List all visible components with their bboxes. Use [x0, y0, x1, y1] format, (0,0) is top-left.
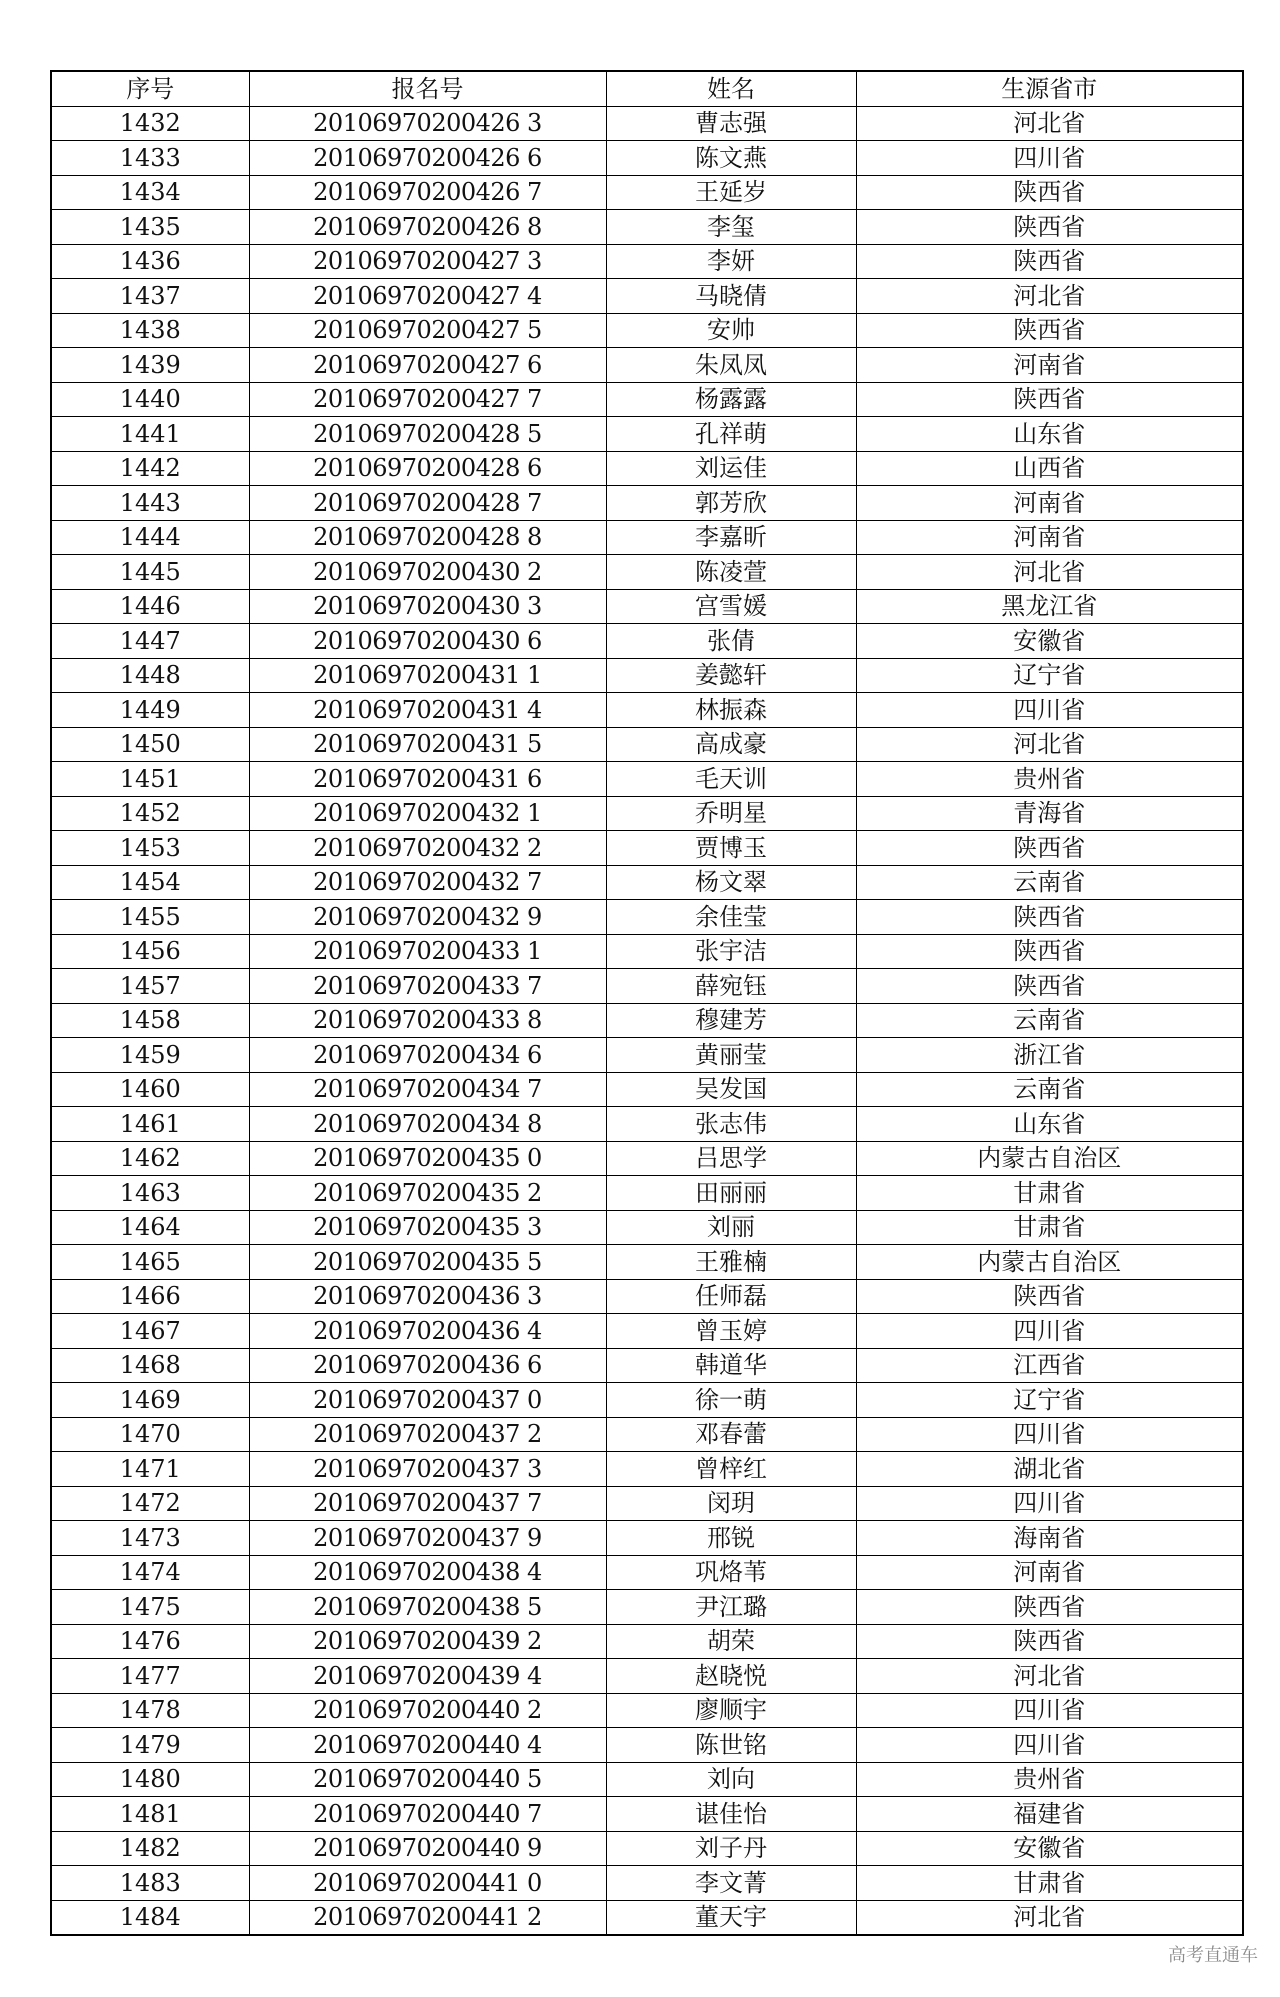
- table-row: [51, 796, 1243, 831]
- cell-serial-number: 1444: [51, 520, 249, 555]
- cell-registration-number: 20106970200427 6: [249, 348, 606, 383]
- cell-origin-province: 青海省: [856, 796, 1243, 831]
- cell-serial-number: 1460: [51, 1072, 249, 1107]
- cell-registration-number: 20106970200430 2: [249, 555, 606, 590]
- cell-origin-province: 河南省: [856, 520, 1243, 555]
- table-row: [51, 1866, 1243, 1901]
- cell-serial-number: 1478: [51, 1693, 249, 1728]
- table-row: [51, 1417, 1243, 1452]
- cell-registration-number: 20106970200427 3: [249, 244, 606, 279]
- table-row: [51, 417, 1243, 452]
- cell-origin-province: 湖北省: [856, 1452, 1243, 1487]
- cell-serial-number: 1438: [51, 313, 249, 348]
- cell-serial-number: 1441: [51, 417, 249, 452]
- table-body: [51, 106, 1243, 1935]
- cell-name: 贾博玉: [606, 831, 856, 866]
- cell-registration-number: 20106970200433 7: [249, 969, 606, 1004]
- cell-registration-number: 20106970200430 6: [249, 624, 606, 659]
- table-row: [51, 1176, 1243, 1211]
- table-row: [51, 1107, 1243, 1142]
- cell-origin-province: 河南省: [856, 348, 1243, 383]
- cell-registration-number: 20106970200441 0: [249, 1866, 606, 1901]
- cell-origin-province: 河北省: [856, 1900, 1243, 1935]
- cell-serial-number: 1471: [51, 1452, 249, 1487]
- cell-name: 乔明星: [606, 796, 856, 831]
- cell-name: 李妍: [606, 244, 856, 279]
- cell-name: 任师磊: [606, 1279, 856, 1314]
- cell-name: 廖顺宇: [606, 1693, 856, 1728]
- cell-serial-number: 1466: [51, 1279, 249, 1314]
- cell-origin-province: 河北省: [856, 727, 1243, 762]
- header-serial-number: 序号: [51, 71, 249, 106]
- cell-serial-number: 1475: [51, 1590, 249, 1625]
- cell-origin-province: 辽宁省: [856, 658, 1243, 693]
- cell-serial-number: 1448: [51, 658, 249, 693]
- cell-serial-number: 1437: [51, 279, 249, 314]
- cell-registration-number: 20106970200432 7: [249, 865, 606, 900]
- table-row: [51, 658, 1243, 693]
- table-row: [51, 1279, 1243, 1314]
- cell-name: 尹江璐: [606, 1590, 856, 1625]
- cell-origin-province: 陕西省: [856, 1624, 1243, 1659]
- cell-origin-province: 黑龙江省: [856, 589, 1243, 624]
- cell-origin-province: 四川省: [856, 1693, 1243, 1728]
- cell-origin-province: 安徽省: [856, 1831, 1243, 1866]
- cell-origin-province: 山东省: [856, 417, 1243, 452]
- cell-registration-number: 20106970200433 8: [249, 1003, 606, 1038]
- table-row: [51, 1141, 1243, 1176]
- table-row: [51, 1728, 1243, 1763]
- cell-serial-number: 1436: [51, 244, 249, 279]
- cell-registration-number: 20106970200437 9: [249, 1521, 606, 1556]
- cell-registration-number: 20106970200433 1: [249, 934, 606, 969]
- cell-origin-province: 四川省: [856, 1417, 1243, 1452]
- cell-origin-province: 四川省: [856, 141, 1243, 176]
- cell-registration-number: 20106970200437 7: [249, 1486, 606, 1521]
- table-row: [51, 831, 1243, 866]
- cell-name: 刘丽: [606, 1210, 856, 1245]
- cell-registration-number: 20106970200431 4: [249, 693, 606, 728]
- cell-registration-number: 20106970200428 5: [249, 417, 606, 452]
- cell-registration-number: 20106970200435 5: [249, 1245, 606, 1280]
- cell-origin-province: 甘肃省: [856, 1176, 1243, 1211]
- table-row: [51, 210, 1243, 245]
- cell-serial-number: 1480: [51, 1762, 249, 1797]
- cell-registration-number: 20106970200435 0: [249, 1141, 606, 1176]
- cell-registration-number: 20106970200436 4: [249, 1314, 606, 1349]
- table-row: [51, 1590, 1243, 1625]
- cell-registration-number: 20106970200440 7: [249, 1797, 606, 1832]
- cell-registration-number: 20106970200427 7: [249, 382, 606, 417]
- header-origin-province: 生源省市: [856, 71, 1243, 106]
- cell-serial-number: 1484: [51, 1900, 249, 1935]
- cell-name: 林振森: [606, 693, 856, 728]
- cell-origin-province: 陕西省: [856, 934, 1243, 969]
- cell-name: 闵玥: [606, 1486, 856, 1521]
- cell-serial-number: 1462: [51, 1141, 249, 1176]
- cell-registration-number: 20106970200427 4: [249, 279, 606, 314]
- cell-name: 张志伟: [606, 1107, 856, 1142]
- cell-serial-number: 1470: [51, 1417, 249, 1452]
- table-row: [51, 1900, 1243, 1935]
- table-row: [51, 106, 1243, 141]
- cell-serial-number: 1433: [51, 141, 249, 176]
- table-row: [51, 1659, 1243, 1694]
- cell-registration-number: 20106970200431 1: [249, 658, 606, 693]
- table-row: [51, 1210, 1243, 1245]
- table-row: [51, 1383, 1243, 1418]
- cell-serial-number: 1473: [51, 1521, 249, 1556]
- cell-origin-province: 陕西省: [856, 244, 1243, 279]
- cell-origin-province: 陕西省: [856, 831, 1243, 866]
- cell-name: 高成豪: [606, 727, 856, 762]
- cell-registration-number: 20106970200427 5: [249, 313, 606, 348]
- cell-serial-number: 1447: [51, 624, 249, 659]
- table-row: [51, 313, 1243, 348]
- table-row: [51, 382, 1243, 417]
- cell-registration-number: 20106970200437 0: [249, 1383, 606, 1418]
- cell-name: 薛宛钰: [606, 969, 856, 1004]
- cell-name: 陈凌萱: [606, 555, 856, 590]
- cell-serial-number: 1476: [51, 1624, 249, 1659]
- cell-origin-province: 贵州省: [856, 762, 1243, 797]
- cell-serial-number: 1446: [51, 589, 249, 624]
- cell-serial-number: 1445: [51, 555, 249, 590]
- cell-name: 朱凤凤: [606, 348, 856, 383]
- cell-origin-province: 江西省: [856, 1348, 1243, 1383]
- table-row: [51, 175, 1243, 210]
- cell-serial-number: 1481: [51, 1797, 249, 1832]
- cell-serial-number: 1467: [51, 1314, 249, 1349]
- cell-registration-number: 20106970200426 3: [249, 106, 606, 141]
- cell-registration-number: 20106970200434 7: [249, 1072, 606, 1107]
- table-row: [51, 1521, 1243, 1556]
- cell-serial-number: 1474: [51, 1555, 249, 1590]
- cell-registration-number: 20106970200428 6: [249, 451, 606, 486]
- cell-origin-province: 河北省: [856, 555, 1243, 590]
- cell-name: 余佳莹: [606, 900, 856, 935]
- cell-name: 吕思学: [606, 1141, 856, 1176]
- cell-origin-province: 河北省: [856, 279, 1243, 314]
- cell-registration-number: 20106970200434 8: [249, 1107, 606, 1142]
- table-row: [51, 1693, 1243, 1728]
- cell-origin-province: 河北省: [856, 106, 1243, 141]
- cell-origin-province: 四川省: [856, 1486, 1243, 1521]
- cell-name: 杨文翠: [606, 865, 856, 900]
- cell-name: 赵晓悦: [606, 1659, 856, 1694]
- cell-registration-number: 20106970200438 4: [249, 1555, 606, 1590]
- header-row: [51, 71, 1243, 106]
- cell-origin-province: 海南省: [856, 1521, 1243, 1556]
- cell-registration-number: 20106970200438 5: [249, 1590, 606, 1625]
- cell-serial-number: 1457: [51, 969, 249, 1004]
- cell-name: 刘向: [606, 1762, 856, 1797]
- cell-origin-province: 云南省: [856, 1072, 1243, 1107]
- cell-origin-province: 四川省: [856, 693, 1243, 728]
- cell-name: 胡荣: [606, 1624, 856, 1659]
- cell-origin-province: 陕西省: [856, 900, 1243, 935]
- cell-serial-number: 1443: [51, 486, 249, 521]
- cell-serial-number: 1439: [51, 348, 249, 383]
- cell-registration-number: 20106970200439 4: [249, 1659, 606, 1694]
- cell-serial-number: 1442: [51, 451, 249, 486]
- cell-registration-number: 20106970200441 2: [249, 1900, 606, 1935]
- table-row: [51, 1452, 1243, 1487]
- cell-name: 安帅: [606, 313, 856, 348]
- cell-origin-province: 陕西省: [856, 969, 1243, 1004]
- table-row: [51, 279, 1243, 314]
- cell-serial-number: 1482: [51, 1831, 249, 1866]
- cell-serial-number: 1479: [51, 1728, 249, 1763]
- cell-registration-number: 20106970200439 2: [249, 1624, 606, 1659]
- watermark-logo-text: 高考直通车: [1168, 1945, 1258, 1966]
- cell-registration-number: 20106970200435 2: [249, 1176, 606, 1211]
- cell-serial-number: 1456: [51, 934, 249, 969]
- cell-serial-number: 1459: [51, 1038, 249, 1073]
- cell-origin-province: 贵州省: [856, 1762, 1243, 1797]
- cell-name: 郭芳欣: [606, 486, 856, 521]
- cell-origin-province: 云南省: [856, 1003, 1243, 1038]
- cell-name: 曾梓红: [606, 1452, 856, 1487]
- cell-origin-province: 河南省: [856, 486, 1243, 521]
- cell-name: 李玺: [606, 210, 856, 245]
- header-registration-number: 报名号: [249, 71, 606, 106]
- cell-serial-number: 1453: [51, 831, 249, 866]
- cell-registration-number: 20106970200434 6: [249, 1038, 606, 1073]
- cell-registration-number: 20106970200426 7: [249, 175, 606, 210]
- cell-registration-number: 20106970200430 3: [249, 589, 606, 624]
- cell-name: 王雅楠: [606, 1245, 856, 1280]
- table-row: [51, 486, 1243, 521]
- cell-origin-province: 甘肃省: [856, 1866, 1243, 1901]
- cell-name: 杨露露: [606, 382, 856, 417]
- cell-name: 刘子丹: [606, 1831, 856, 1866]
- table-row: [51, 1072, 1243, 1107]
- cell-serial-number: 1472: [51, 1486, 249, 1521]
- table-row: [51, 141, 1243, 176]
- table-row: [51, 1038, 1243, 1073]
- cell-origin-province: 浙江省: [856, 1038, 1243, 1073]
- cell-registration-number: 20106970200437 3: [249, 1452, 606, 1487]
- cell-origin-province: 云南省: [856, 865, 1243, 900]
- cell-origin-province: 陕西省: [856, 382, 1243, 417]
- table-row: [51, 865, 1243, 900]
- table-row: [51, 520, 1243, 555]
- cell-name: 董天宇: [606, 1900, 856, 1935]
- admission-list-table: [50, 70, 1244, 1936]
- cell-serial-number: 1477: [51, 1659, 249, 1694]
- cell-name: 姜懿轩: [606, 658, 856, 693]
- table-row: [51, 451, 1243, 486]
- table-row: [51, 1348, 1243, 1383]
- cell-serial-number: 1483: [51, 1866, 249, 1901]
- cell-name: 吴发国: [606, 1072, 856, 1107]
- cell-name: 穆建芳: [606, 1003, 856, 1038]
- cell-registration-number: 20106970200440 2: [249, 1693, 606, 1728]
- cell-origin-province: 山西省: [856, 451, 1243, 486]
- cell-registration-number: 20106970200436 3: [249, 1279, 606, 1314]
- cell-registration-number: 20106970200440 9: [249, 1831, 606, 1866]
- table-row: [51, 969, 1243, 1004]
- cell-registration-number: 20106970200431 6: [249, 762, 606, 797]
- cell-registration-number: 20106970200426 8: [249, 210, 606, 245]
- cell-registration-number: 20106970200435 3: [249, 1210, 606, 1245]
- cell-serial-number: 1440: [51, 382, 249, 417]
- cell-name: 陈世铭: [606, 1728, 856, 1763]
- cell-origin-province: 安徽省: [856, 624, 1243, 659]
- table-row: [51, 900, 1243, 935]
- cell-registration-number: 20106970200432 9: [249, 900, 606, 935]
- cell-origin-province: 陕西省: [856, 210, 1243, 245]
- cell-registration-number: 20106970200428 7: [249, 486, 606, 521]
- table-row: [51, 348, 1243, 383]
- cell-origin-province: 河北省: [856, 1659, 1243, 1694]
- table-row: [51, 1797, 1243, 1832]
- table-row: [51, 1831, 1243, 1866]
- cell-serial-number: 1434: [51, 175, 249, 210]
- cell-serial-number: 1458: [51, 1003, 249, 1038]
- cell-name: 巩烙苇: [606, 1555, 856, 1590]
- cell-serial-number: 1465: [51, 1245, 249, 1280]
- cell-name: 谌佳怡: [606, 1797, 856, 1832]
- cell-name: 韩道华: [606, 1348, 856, 1383]
- cell-serial-number: 1461: [51, 1107, 249, 1142]
- cell-name: 毛天训: [606, 762, 856, 797]
- table-row: [51, 1762, 1243, 1797]
- cell-serial-number: 1454: [51, 865, 249, 900]
- cell-name: 张宇洁: [606, 934, 856, 969]
- cell-origin-province: 福建省: [856, 1797, 1243, 1832]
- cell-registration-number: 20106970200440 5: [249, 1762, 606, 1797]
- cell-origin-province: 内蒙古自治区: [856, 1245, 1243, 1280]
- cell-origin-province: 四川省: [856, 1728, 1243, 1763]
- header-name: 姓名: [606, 71, 856, 106]
- cell-name: 李嘉昕: [606, 520, 856, 555]
- cell-origin-province: 河南省: [856, 1555, 1243, 1590]
- cell-name: 孔祥萌: [606, 417, 856, 452]
- cell-registration-number: 20106970200436 6: [249, 1348, 606, 1383]
- table-row: [51, 1555, 1243, 1590]
- cell-registration-number: 20106970200426 6: [249, 141, 606, 176]
- cell-registration-number: 20106970200437 2: [249, 1417, 606, 1452]
- table-row: [51, 1314, 1243, 1349]
- cell-name: 田丽丽: [606, 1176, 856, 1211]
- cell-origin-province: 山东省: [856, 1107, 1243, 1142]
- cell-serial-number: 1469: [51, 1383, 249, 1418]
- cell-origin-province: 陕西省: [856, 1590, 1243, 1625]
- table-row: [51, 934, 1243, 969]
- cell-registration-number: 20106970200431 5: [249, 727, 606, 762]
- cell-serial-number: 1455: [51, 900, 249, 935]
- cell-serial-number: 1449: [51, 693, 249, 728]
- cell-name: 徐一萌: [606, 1383, 856, 1418]
- cell-name: 邓春蕾: [606, 1417, 856, 1452]
- cell-origin-province: 四川省: [856, 1314, 1243, 1349]
- cell-name: 李文菁: [606, 1866, 856, 1901]
- cell-origin-province: 陕西省: [856, 313, 1243, 348]
- table-header: [51, 71, 1243, 106]
- table-row: [51, 1003, 1243, 1038]
- cell-serial-number: 1450: [51, 727, 249, 762]
- cell-name: 曾玉婷: [606, 1314, 856, 1349]
- table-row: [51, 762, 1243, 797]
- table-row: [51, 1624, 1243, 1659]
- cell-serial-number: 1464: [51, 1210, 249, 1245]
- cell-serial-number: 1435: [51, 210, 249, 245]
- cell-serial-number: 1432: [51, 106, 249, 141]
- cell-registration-number: 20106970200440 4: [249, 1728, 606, 1763]
- cell-origin-province: 辽宁省: [856, 1383, 1243, 1418]
- cell-name: 张倩: [606, 624, 856, 659]
- cell-name: 马晓倩: [606, 279, 856, 314]
- cell-origin-province: 陕西省: [856, 1279, 1243, 1314]
- cell-serial-number: 1468: [51, 1348, 249, 1383]
- cell-registration-number: 20106970200428 8: [249, 520, 606, 555]
- table-row: [51, 693, 1243, 728]
- cell-name: 宫雪媛: [606, 589, 856, 624]
- cell-name: 邢锐: [606, 1521, 856, 1556]
- cell-serial-number: 1463: [51, 1176, 249, 1211]
- table-row: [51, 555, 1243, 590]
- cell-name: 曹志强: [606, 106, 856, 141]
- cell-origin-province: 甘肃省: [856, 1210, 1243, 1245]
- table-row: [51, 1486, 1243, 1521]
- cell-serial-number: 1451: [51, 762, 249, 797]
- table-row: [51, 589, 1243, 624]
- cell-origin-province: 内蒙古自治区: [856, 1141, 1243, 1176]
- cell-name: 刘运佳: [606, 451, 856, 486]
- cell-name: 王延岁: [606, 175, 856, 210]
- cell-serial-number: 1452: [51, 796, 249, 831]
- cell-registration-number: 20106970200432 2: [249, 831, 606, 866]
- table-row: [51, 244, 1243, 279]
- cell-origin-province: 陕西省: [856, 175, 1243, 210]
- cell-name: 黄丽莹: [606, 1038, 856, 1073]
- cell-name: 陈文燕: [606, 141, 856, 176]
- table-row: [51, 727, 1243, 762]
- table-row: [51, 624, 1243, 659]
- cell-registration-number: 20106970200432 1: [249, 796, 606, 831]
- table-row: [51, 1245, 1243, 1280]
